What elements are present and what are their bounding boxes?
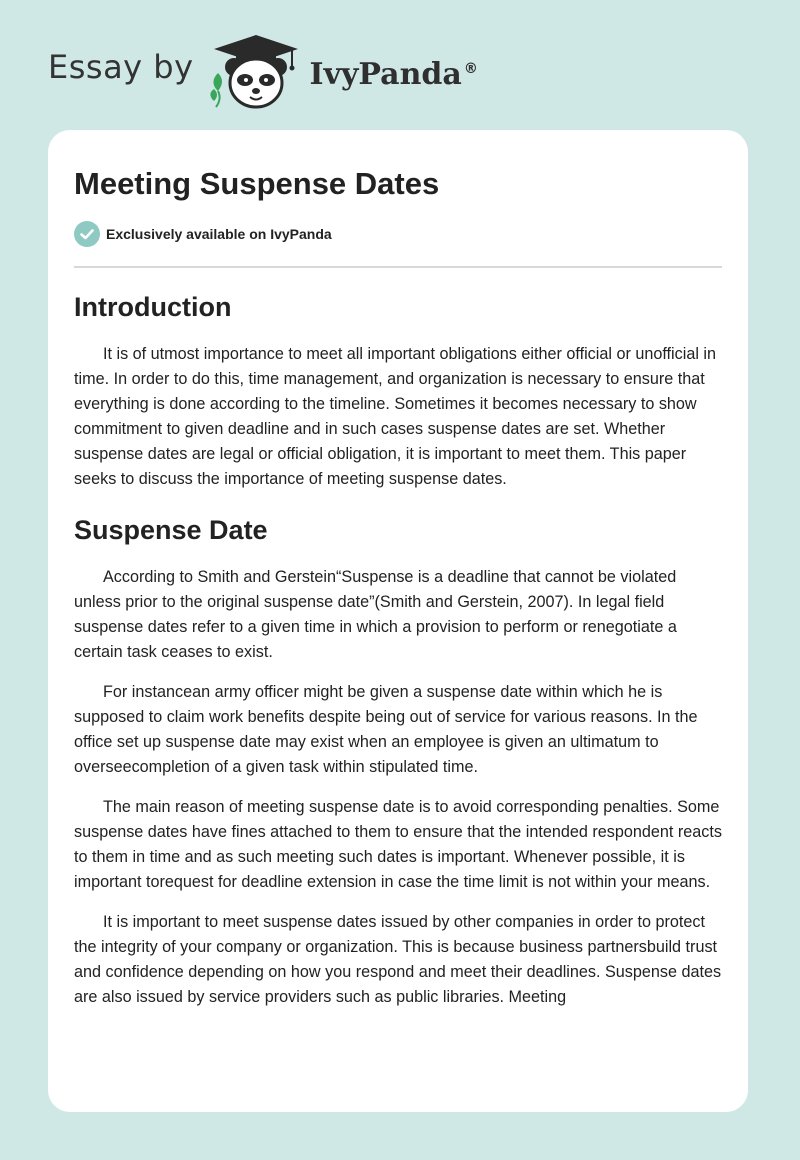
paragraph: It is important to meet suspense dates issued by other companies in order to protect the integrity of your company or organization. This is because business partnersbuild trust and confidence depending on how you respond and meet their deadlines. Suspense dates are also issued by service providers such as public libraries. Meeting (74, 913, 722, 1006)
section-heading: Introduction (74, 292, 232, 322)
paragraph: The main reason of meeting suspense date is to avoid corresponding penalties. Some suspense dates have fines attached to them to ensure that the intended respondent reacts to them in time and as such meeting such dates is important. Whenever possible, it is important torequest for deadline extension in case the time limit is not within your means. (74, 798, 722, 891)
exclusive-badge (74, 220, 722, 248)
brand-name: IvyPanda ® (309, 56, 478, 92)
panda-logo-icon (208, 33, 304, 111)
section-heading: Suspense Date (74, 515, 268, 545)
check-circle-icon (74, 221, 100, 247)
paragraph: According to Smith and Gerstein“Suspense is a deadline that cannot be violated unless prior to the original suspense date”(Smith and Gerstein, 2007). In legal field suspense dates refer to a given time in which a provision to perform or renegotiate a certain task ceases to exist. (74, 568, 677, 661)
page-title: Meeting Suspense Dates (74, 166, 440, 201)
brand-prefix: Essay by (48, 48, 194, 86)
title-divider (74, 266, 722, 268)
brand-header[interactable] (48, 32, 478, 112)
section-introduction (74, 290, 722, 492)
badge-text: Exclusively available on IvyPanda (106, 226, 332, 242)
essay-card (48, 130, 748, 1112)
section-suspense-date (74, 513, 722, 1010)
paragraph: For instancean army officer might be given a suspense date within which he is supposed to claim work benefits despite being out of service for various reasons. In the office set up suspense date may exist when an employee is given an ultimatum to overseecompletion of a given task within stipulated time. (74, 683, 698, 776)
paragraph: It is of utmost importance to meet all important obligations either official or unofficial in time. In order to do this, time management, and organization is necessary to ensure that everything is done according to the timeline. Sometimes it becomes necessary to show commitment to given deadline and in such cases suspense dates are set. Whether suspense dates are legal or official obligation, it is important to meet them. This paper seeks to discuss the importance of meeting suspense dates. (74, 345, 717, 488)
